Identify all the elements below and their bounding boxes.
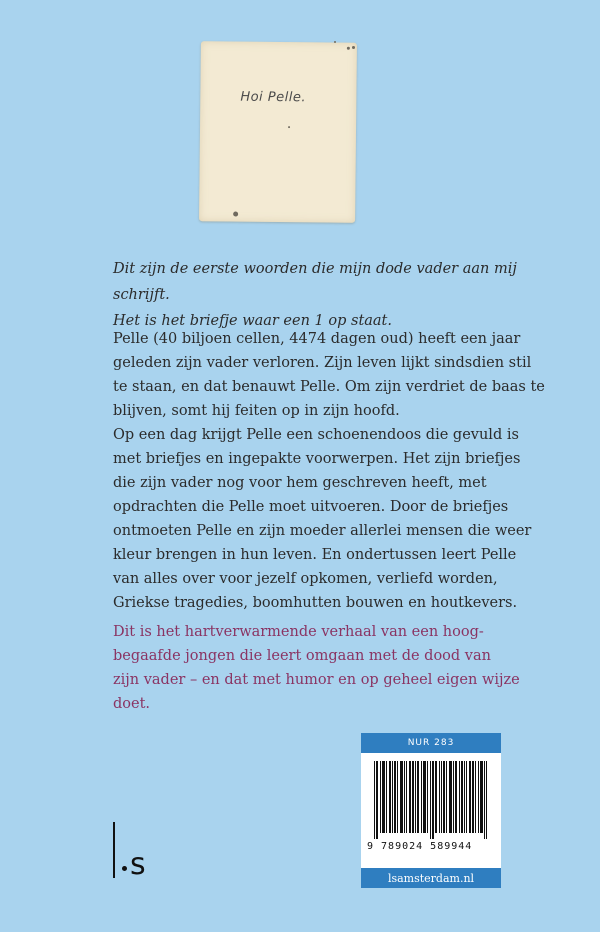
barcode-stripe <box>430 761 431 839</box>
blurb-line: blijven, somt hij feiten op in zijn hoofd. <box>113 403 400 419</box>
barcode-stripe <box>374 761 375 839</box>
ink-speck <box>334 41 336 43</box>
barcode-stripe <box>410 761 411 833</box>
blurb-line: die zijn vader nog voor hem geschreven heeft, met <box>113 475 487 491</box>
barcode-stripe <box>383 761 384 833</box>
nur-label: NUR 283 <box>361 733 501 753</box>
barcode-stripe <box>480 761 481 833</box>
barcode-stripe <box>444 761 445 833</box>
barcode-stripe <box>376 761 377 839</box>
barcode-stripe <box>436 761 437 833</box>
barcode-stripe <box>450 761 451 833</box>
barcode-stripe <box>386 761 387 833</box>
barcode-stripe <box>441 761 442 833</box>
publisher-logo <box>110 822 160 882</box>
barcode-stripe <box>394 761 395 833</box>
barcode-stripe <box>455 761 456 833</box>
barcode-stripe <box>470 761 471 833</box>
barcode-stripe <box>409 761 410 833</box>
barcode-stripe <box>377 761 378 839</box>
barcode-stripe <box>382 761 383 833</box>
barcode-stripe <box>473 761 474 833</box>
barcode-stripe <box>423 761 424 833</box>
barcode-stripe <box>466 761 467 833</box>
barcode-stripe <box>432 761 433 839</box>
barcode-stripe <box>418 761 419 833</box>
handwritten-note <box>199 41 357 223</box>
barcode-stripe <box>433 761 434 839</box>
barcode-stripe <box>451 761 452 833</box>
barcode-stripe <box>446 761 447 833</box>
blurb-line: geleden zijn vader verloren. Zijn leven lijkt sindsdien stil <box>113 355 532 371</box>
ink-speck <box>288 126 290 128</box>
barcode-stripe <box>469 761 470 833</box>
barcode-stripe <box>449 761 450 833</box>
isbn-digits: 9 789024 589944 <box>367 841 473 852</box>
barcode-stripe <box>421 761 422 833</box>
barcode-stripe <box>464 761 465 833</box>
barcode-stripe <box>439 761 440 833</box>
barcode-stripe <box>380 761 381 833</box>
blurb-line: te staan, en dat benauwt Pelle. Om zijn verdriet de baas te <box>113 379 545 395</box>
barcode-stripe <box>461 761 462 833</box>
highlight-line: zijn vader – en dat met humor en op geheel eigen wijze <box>113 672 520 688</box>
blurb-line: Pelle (40 biljoen cellen, 4474 dagen oud) heeft een jaar <box>113 331 521 347</box>
barcode-stripe <box>435 761 436 833</box>
barcode-image <box>374 761 488 839</box>
barcode-stripe <box>459 761 460 833</box>
blurb-line: Op een dag krijgt Pelle een schoenendoos die gevuld is <box>113 427 519 443</box>
barcode-stripe <box>406 761 407 833</box>
blurb-line: met briefjes en ingepakte voorwerpen. Het zijn briefjes <box>113 451 521 467</box>
blurb-line: opdrachten die Pelle moet uitvoeren. Door de briefjes <box>113 499 509 515</box>
barcode-stripe <box>486 761 487 839</box>
barcode-stripe <box>462 761 463 833</box>
highlight-line: doet. <box>113 696 151 712</box>
barcode-stripe <box>412 761 413 833</box>
blurb-line: ontmoeten Pelle en zijn moeder allerlei mensen die weer <box>113 523 532 539</box>
barcode-stripe <box>413 761 414 833</box>
barcode-stripe <box>397 761 398 833</box>
barcode-stripe <box>392 761 393 833</box>
highlight-line: Dit is het hartverwarmende verhaal van een hoog- <box>113 624 484 640</box>
barcode-stripe <box>384 761 385 833</box>
barcode-stripe <box>404 761 405 833</box>
barcode-stripe <box>395 761 396 833</box>
barcode-stripe <box>482 761 483 833</box>
logo-dot <box>122 866 127 871</box>
barcode-stripe <box>389 761 390 833</box>
blurb-text <box>113 327 563 615</box>
barcode-stripe <box>443 761 444 833</box>
barcode-panel <box>361 733 501 888</box>
barcode-stripe <box>478 761 479 833</box>
intro-quote <box>113 256 553 334</box>
note-text: Hoi Pelle. <box>240 89 307 106</box>
blurb-line: van alles over voor jezelf opkomen, verliefd worden, <box>113 571 498 587</box>
barcode-stripe <box>484 761 485 839</box>
barcode-stripe <box>481 761 482 833</box>
intro-line: Dit zijn de eerste woorden die mijn dode vader aan mij schrijft. <box>113 261 517 303</box>
blurb-line: Griekse tragedies, boomhutten bouwen en houtkevers. <box>113 595 518 611</box>
barcode-stripe <box>402 761 403 833</box>
publisher-url: lsamsterdam.nl <box>361 868 501 888</box>
barcode-stripe <box>390 761 391 833</box>
logo-letter: s <box>130 847 146 882</box>
ink-speck <box>347 47 350 50</box>
barcode-stripe <box>475 761 476 833</box>
barcode-stripe <box>456 761 457 833</box>
ink-speck <box>352 46 355 49</box>
ink-speck <box>233 212 238 217</box>
barcode-stripe <box>424 761 425 833</box>
barcode-stripe <box>427 761 428 833</box>
intro-line: Het is het briefje waar een 1 op staat. <box>113 313 392 329</box>
highlight-line: begaafde jongen die leert omgaan met de dood van <box>113 648 491 664</box>
barcode-stripe <box>453 761 454 833</box>
barcode-stripe <box>425 761 426 833</box>
barcode-stripe <box>401 761 402 833</box>
logo-bar <box>113 822 115 878</box>
barcode-stripe <box>415 761 416 833</box>
blurb-line: kleur brengen in hun leven. En ondertussen leert Pelle <box>113 547 517 563</box>
barcode-stripe <box>417 761 418 833</box>
barcode-stripe <box>472 761 473 833</box>
highlight-text <box>113 620 563 716</box>
barcode-stripe <box>400 761 401 833</box>
